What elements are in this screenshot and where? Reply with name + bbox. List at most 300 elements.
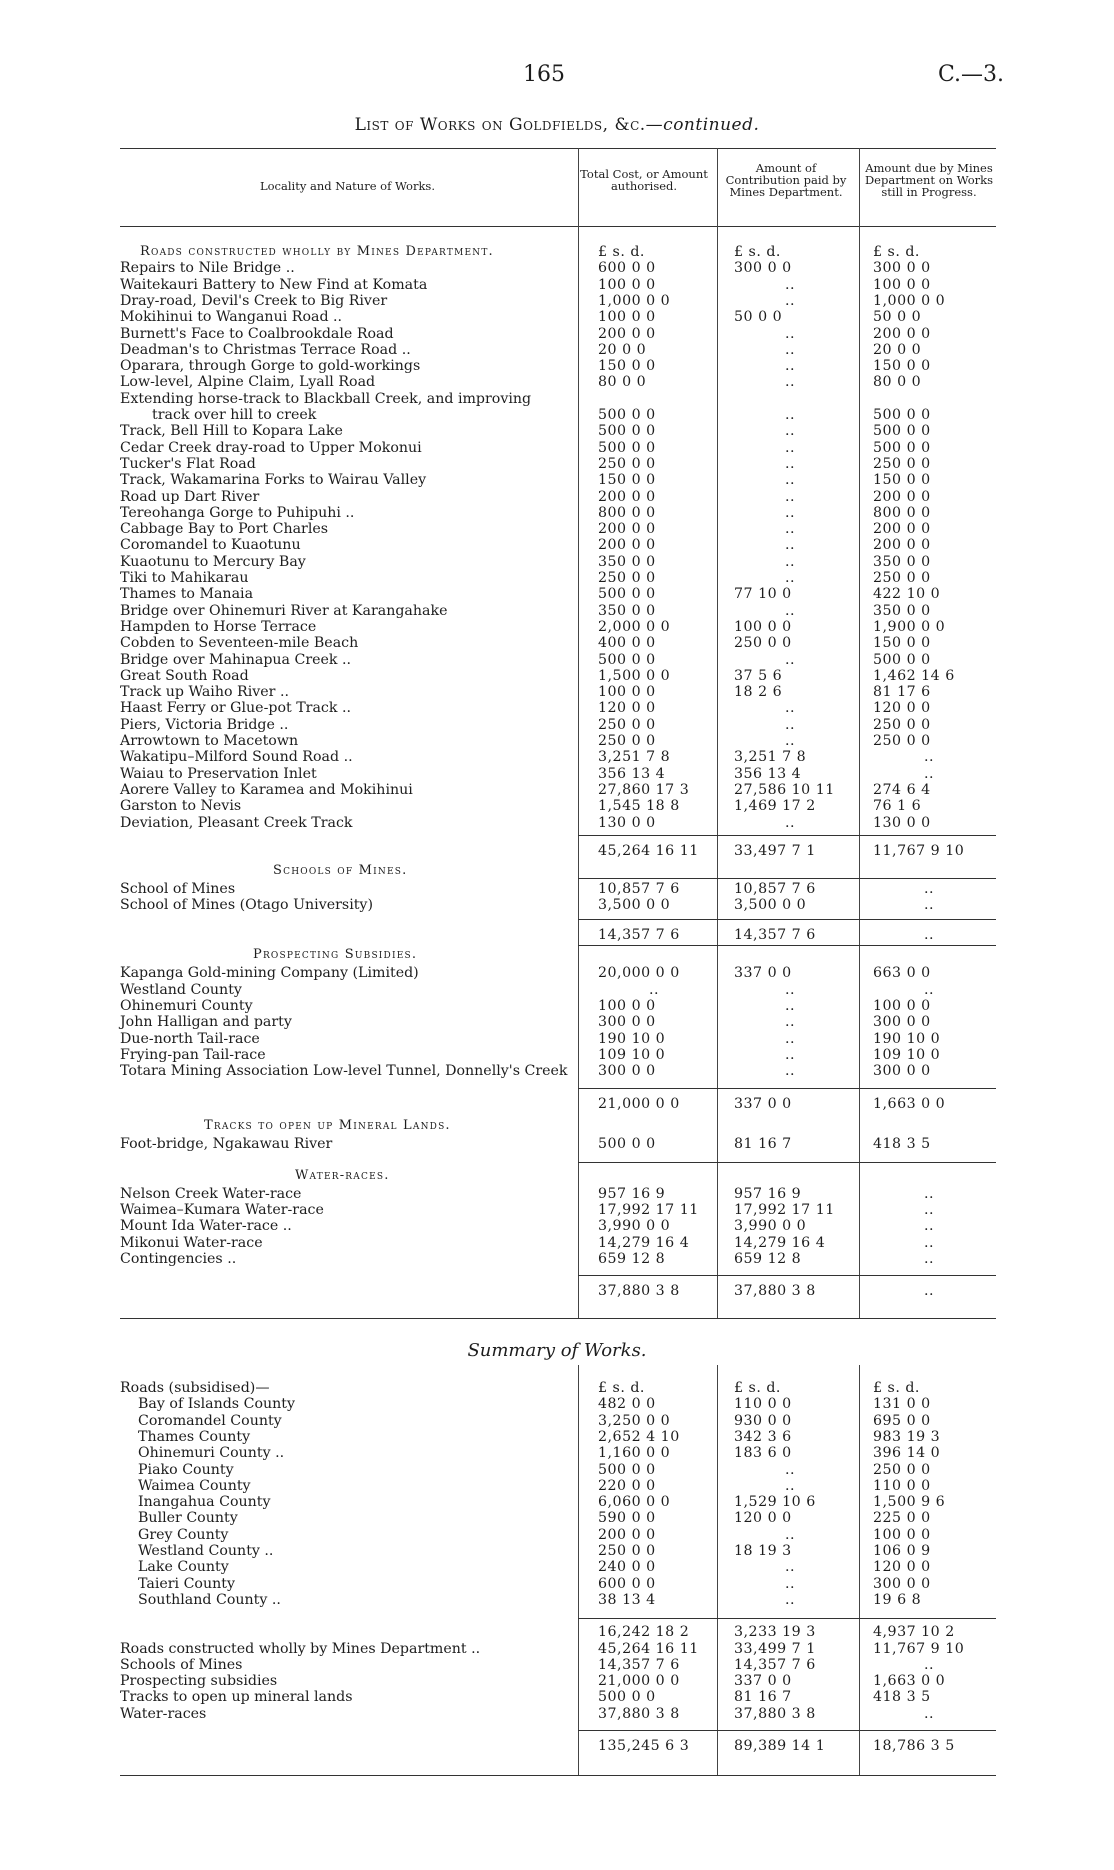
summary-subtotal-rule	[578, 1618, 996, 1619]
total-cost-value: 150 0 0	[598, 472, 656, 489]
total-cost	[590, 1429, 718, 1445]
total-cost	[590, 1413, 718, 1429]
table-row	[120, 668, 996, 684]
contribution-paid-value: ..	[784, 981, 796, 998]
contribution-paid-value: ..	[784, 1559, 796, 1576]
contribution-paid	[722, 1202, 858, 1218]
amount-due	[862, 965, 996, 981]
amount-due	[862, 700, 996, 716]
amount-due-value: 500 0 0	[873, 651, 931, 668]
total-cost-value: 3,500 0 0	[598, 897, 671, 914]
row-label: Cabbage Bay to Port Charles	[120, 521, 329, 538]
amount-due	[862, 1413, 996, 1429]
contribution-paid-value: 50 0 0	[734, 309, 783, 326]
contribution-paid	[722, 1559, 858, 1575]
amount-due-value: ..	[923, 1218, 935, 1235]
contribution-paid	[722, 554, 858, 570]
table-row	[120, 982, 996, 998]
contribution-paid	[722, 309, 858, 325]
row-label: Oparara, through Gorge to gold-workings	[120, 358, 421, 375]
total-cost	[590, 1641, 718, 1657]
total-cost	[590, 1592, 718, 1608]
amount-due-value: 983 19 3	[873, 1428, 941, 1445]
total-cost	[590, 927, 718, 943]
total-cost	[590, 815, 718, 831]
amount-due-value: 100 0 0	[873, 1526, 931, 1543]
amount-due-value: 20 0 0	[873, 341, 922, 358]
header-total-cost: Total Cost, or Amount authorised.	[580, 167, 708, 193]
amount-due-value: 100 0 0	[873, 998, 931, 1014]
row-label: Piers, Victoria Bridge ..	[120, 716, 289, 733]
row-label: Garston to Nevis	[120, 798, 242, 815]
total-cost	[590, 1063, 718, 1079]
row-label: Coromandel to Kuaotunu	[120, 537, 301, 554]
row-label: Due-north Tail-race	[120, 1030, 260, 1047]
row-label: Wakatipu–Milford Sound Road ..	[120, 749, 353, 766]
amount-due-value: ..	[923, 749, 935, 766]
table-row	[120, 342, 996, 358]
contribution-paid	[722, 1063, 858, 1079]
amount-due-value: 19 6 8	[873, 1591, 922, 1608]
top-rule	[120, 148, 996, 149]
total-cost-value: 200 0 0	[598, 488, 656, 505]
total-cost-value: 220 0 0	[598, 1477, 656, 1494]
total-cost	[590, 537, 718, 553]
row-label: Tiki to Mahikarau	[120, 570, 249, 586]
amount-due	[862, 1031, 996, 1047]
contribution-paid-value: 14,279 16 4	[734, 1234, 826, 1251]
total-cost	[590, 1283, 718, 1299]
table-row	[120, 652, 996, 668]
row-label: Thames County	[138, 1428, 251, 1445]
amount-due-value: 800 0 0	[873, 504, 931, 521]
summary-county-row	[120, 1576, 996, 1592]
contribution-paid-value: 120 0 0	[734, 1510, 792, 1527]
summary-county-row	[120, 1445, 996, 1461]
contribution-paid	[722, 700, 858, 716]
amount-due	[862, 521, 996, 537]
amount-due	[862, 342, 996, 358]
row-label: School of Mines	[120, 880, 236, 897]
total-cost-value: 14,279 16 4	[598, 1234, 690, 1251]
amount-due-value: ..	[923, 765, 935, 782]
contribution-paid	[722, 293, 858, 309]
subtotal-rule	[578, 1088, 996, 1089]
table-row	[120, 619, 996, 635]
contribution-paid	[722, 1014, 858, 1030]
contribution-paid-value: ..	[784, 341, 796, 358]
table-row	[120, 309, 996, 325]
table-row	[120, 749, 996, 765]
contribution-paid-value: 930 0 0	[734, 1412, 792, 1429]
contribution-paid-value: ..	[784, 521, 796, 538]
amount-due-value: 106 0 9	[873, 1543, 931, 1559]
amount-due	[862, 407, 996, 423]
amount-due	[862, 1186, 996, 1202]
amount-due	[862, 603, 996, 619]
amount-due-value: 250 0 0	[873, 716, 931, 733]
amount-due	[862, 472, 996, 488]
amount-due-value: 418 3 5	[873, 1689, 931, 1706]
amount-due	[862, 998, 996, 1014]
contribution-paid	[722, 570, 858, 586]
amount-due-value: 110 0 0	[873, 1477, 931, 1494]
total-cost	[590, 766, 718, 782]
total-cost	[590, 1396, 718, 1412]
amount-due	[862, 1657, 996, 1673]
row-label: Frying-pan Tail-race	[120, 1046, 266, 1063]
summary-total-rule	[578, 1730, 996, 1731]
row-label: Nelson Creek Water-race	[120, 1185, 302, 1202]
summary-category-row	[120, 1706, 996, 1722]
section-title-schools: Schools of Mines.	[273, 862, 408, 878]
amount-due	[862, 881, 996, 897]
total-cost-value: 250 0 0	[598, 1543, 656, 1559]
total-cost	[590, 684, 718, 700]
contribution-paid-value: 37,880 3 8	[734, 1705, 816, 1722]
amount-due	[862, 1396, 996, 1412]
total-cost	[590, 1494, 718, 1510]
total-cost	[590, 326, 718, 342]
total-cost	[590, 733, 718, 749]
contribution-paid	[722, 881, 858, 897]
total-cost-value: 250 0 0	[598, 716, 656, 733]
total-cost	[590, 374, 718, 390]
amount-due	[862, 554, 996, 570]
contribution-paid-value: 81 16 7	[734, 1135, 792, 1152]
total-cost	[590, 1235, 718, 1251]
amount-due-value: 250 0 0	[873, 570, 931, 586]
amount-due	[862, 293, 996, 309]
row-label: Deviation, Pleasant Creek Track	[120, 814, 353, 831]
total-cost	[590, 1543, 718, 1559]
total-cost	[590, 391, 718, 407]
contribution-paid-value: 1,529 10 6	[734, 1494, 816, 1511]
amount-due-value: 1,462 14 6	[873, 667, 955, 684]
total-cost-value: 500 0 0	[598, 651, 656, 668]
total-cost	[590, 1624, 718, 1640]
total-cost	[590, 521, 718, 537]
contribution-paid-value: ..	[784, 998, 796, 1014]
contribution-paid-value: ..	[784, 733, 796, 749]
row-label: Road up Dart River	[120, 488, 260, 505]
total-cost-value: 600 0 0	[598, 260, 656, 277]
table-row	[120, 635, 996, 651]
amount-due-value: 396 14 0	[873, 1445, 941, 1462]
table-row	[120, 766, 996, 782]
contribution-paid-value: 81 16 7	[734, 1689, 792, 1706]
total-cost-value: 10,857 7 6	[598, 880, 680, 897]
contribution-paid	[722, 1186, 858, 1202]
amount-due-value: 200 0 0	[873, 488, 931, 505]
total-cost-value: 100 0 0	[598, 276, 656, 293]
total-cost	[590, 407, 718, 423]
row-label: Grey County	[138, 1526, 229, 1543]
row-label: Track, Bell Hill to Kopara Lake	[120, 423, 343, 440]
row-label: Roads constructed wholly by Mines Department ..	[120, 1640, 481, 1657]
total-cost-value: 45,264 16 11	[598, 842, 699, 859]
contribution-paid	[722, 1673, 858, 1689]
total-cost-value: 1,000 0 0	[598, 292, 671, 309]
amount-due	[862, 277, 996, 293]
subtotal-row-water	[120, 1283, 996, 1299]
amount-due-value: 150 0 0	[873, 472, 931, 489]
total-cost-value: 250 0 0	[598, 455, 656, 472]
contribution-paid-value: ..	[784, 1526, 796, 1543]
contribution-paid	[722, 1380, 858, 1396]
total-cost	[590, 668, 718, 684]
total-cost	[590, 456, 718, 472]
total-cost-value: 27,860 17 3	[598, 781, 690, 798]
contribution-paid-value: 356 13 4	[734, 765, 802, 782]
contribution-paid	[722, 1136, 858, 1152]
table-row	[120, 537, 996, 553]
contribution-paid	[722, 391, 858, 407]
contribution-paid	[722, 1235, 858, 1251]
contribution-paid	[722, 1543, 858, 1559]
row-label: Roads (subsidised)—	[120, 1380, 270, 1396]
contribution-paid-value: 89,389 14 1	[734, 1738, 826, 1754]
summary-county-row	[120, 1396, 996, 1412]
summary-county-row	[120, 1592, 996, 1608]
total-cost-value: 200 0 0	[598, 537, 656, 554]
amount-due-value: ..	[923, 981, 935, 998]
amount-due-value: 250 0 0	[873, 455, 931, 472]
row-label: Aorere Valley to Karamea and Mokihinui	[120, 781, 413, 798]
amount-due	[862, 766, 996, 782]
total-cost-value: 135,245 6 3	[598, 1738, 690, 1754]
total-cost-value: 957 16 9	[598, 1185, 666, 1202]
amount-due-value: 422 10 0	[873, 586, 941, 603]
total-cost-value: 400 0 0	[598, 635, 656, 652]
total-cost-value: £ s. d.	[598, 244, 645, 260]
amount-due-value: 500 0 0	[873, 407, 931, 423]
total-cost-value: 3,250 0 0	[598, 1412, 671, 1429]
section-rule	[578, 878, 996, 879]
total-cost	[590, 1186, 718, 1202]
total-cost	[590, 700, 718, 716]
contribution-paid	[722, 1494, 858, 1510]
summary-county-row	[120, 1494, 996, 1510]
amount-due	[862, 1218, 996, 1234]
contribution-paid-value: ..	[784, 504, 796, 521]
table-row	[120, 717, 996, 733]
contribution-paid-value: ..	[784, 1063, 796, 1080]
contribution-paid-value: ..	[784, 1477, 796, 1494]
amount-due	[862, 1380, 996, 1396]
amount-due-value: 350 0 0	[873, 602, 931, 619]
row-label: Piako County	[138, 1461, 234, 1478]
table-row	[120, 798, 996, 814]
total-cost	[590, 1218, 718, 1234]
amount-due-value: 695 0 0	[873, 1412, 931, 1429]
total-cost	[590, 749, 718, 765]
contribution-paid-value: £ s. d.	[734, 244, 781, 260]
row-label: Ohinemuri County ..	[138, 1445, 285, 1462]
contribution-paid-value: ..	[784, 439, 796, 456]
contribution-paid-value: 3,251 7 8	[734, 749, 807, 766]
contribution-paid-value: ..	[784, 716, 796, 733]
table-row	[120, 897, 996, 913]
amount-due-value: 50 0 0	[873, 309, 922, 326]
total-cost	[590, 1673, 718, 1689]
table-row	[120, 1202, 996, 1218]
table-row	[120, 358, 996, 374]
amount-due	[862, 244, 996, 260]
total-cost-value: 20 0 0	[598, 341, 647, 358]
page-number: 165	[523, 62, 565, 87]
amount-due-value: 418 3 5	[873, 1135, 931, 1152]
total-cost-value: 130 0 0	[598, 814, 656, 831]
table-row	[120, 1047, 996, 1063]
section-title-roads: Roads constructed wholly by Mines Department.	[140, 244, 494, 259]
total-cost	[590, 1031, 718, 1047]
contribution-paid-value: ..	[784, 407, 796, 423]
total-cost-value: 150 0 0	[598, 358, 656, 375]
total-cost-value: 356 13 4	[598, 765, 666, 782]
total-cost	[590, 652, 718, 668]
contribution-paid-value: 342 3 6	[734, 1428, 792, 1445]
amount-due	[862, 652, 996, 668]
section-title-tracks: Tracks to open up Mineral Lands.	[204, 1117, 451, 1133]
total-cost-value: 190 10 0	[598, 1030, 666, 1047]
total-cost	[590, 717, 718, 733]
total-cost-value: 300 0 0	[598, 1014, 656, 1031]
amount-due-value: 11,767 9 10	[873, 1640, 965, 1657]
total-cost-value: 2,652 4 10	[598, 1428, 680, 1445]
amount-due	[862, 456, 996, 472]
contribution-paid-value: 10,857 7 6	[734, 880, 816, 897]
amount-due	[862, 1063, 996, 1079]
contribution-paid-value: 77 10 0	[734, 586, 792, 603]
table-row	[120, 1031, 996, 1047]
row-label: track over hill to creek	[152, 407, 317, 423]
row-label: Buller County	[138, 1510, 238, 1527]
amount-due-value: 18,786 3 5	[873, 1738, 955, 1754]
row-label: Waitekauri Battery to New Find at Komata	[120, 276, 428, 293]
row-label: Mokihinui to Wanganui Road ..	[120, 309, 343, 326]
amount-due	[862, 717, 996, 733]
total-cost-value: 500 0 0	[598, 1461, 656, 1478]
contribution-paid-value: ..	[784, 1046, 796, 1063]
contribution-paid-value: 18 19 3	[734, 1543, 792, 1559]
amount-due-value: ..	[923, 1283, 935, 1300]
grand-total-row	[120, 1738, 996, 1754]
header-locality: Locality and Nature of Works.	[260, 179, 435, 193]
table-row	[120, 570, 996, 586]
summary-category-row	[120, 1689, 996, 1705]
contribution-paid-value: 659 12 8	[734, 1251, 802, 1267]
list-title-main: List of Works on Goldfields, &c.	[354, 115, 646, 135]
amount-due	[862, 733, 996, 749]
total-cost-value: 350 0 0	[598, 602, 656, 619]
summary-category-row	[120, 1641, 996, 1657]
contribution-paid-value: ..	[784, 1014, 796, 1031]
total-cost	[590, 798, 718, 814]
table-row	[120, 489, 996, 505]
contribution-paid	[722, 1396, 858, 1412]
total-cost-value: 350 0 0	[598, 553, 656, 570]
amount-due	[862, 982, 996, 998]
total-cost	[590, 472, 718, 488]
contribution-paid	[722, 717, 858, 733]
total-cost	[590, 1251, 718, 1267]
row-label: Low-level, Alpine Claim, Lyall Road	[120, 374, 376, 391]
contribution-paid	[722, 1706, 858, 1722]
contribution-paid-value: 33,497 7 1	[734, 842, 816, 859]
total-cost-value: 100 0 0	[598, 684, 656, 701]
subtotal-row-roads	[120, 843, 996, 859]
amount-due	[862, 815, 996, 831]
units-row	[120, 244, 996, 260]
contribution-paid-value: 100 0 0	[734, 618, 792, 635]
subtotal-rule	[578, 1275, 996, 1276]
total-cost-value: 120 0 0	[598, 700, 656, 717]
row-label: Mount Ida Water-race ..	[120, 1218, 292, 1235]
amount-due-value: ..	[923, 927, 935, 944]
contribution-paid-value: 17,992 17 11	[734, 1202, 835, 1219]
total-cost-value: 20,000 0 0	[598, 965, 680, 982]
table-row	[120, 1136, 996, 1152]
amount-due-value: 300 0 0	[873, 1014, 931, 1031]
contribution-paid	[722, 277, 858, 293]
amount-due-value: £ s. d.	[873, 1380, 920, 1396]
total-cost	[590, 570, 718, 586]
contribution-paid-value: 183 6 0	[734, 1445, 792, 1462]
amount-due-value: 109 10 0	[873, 1046, 941, 1063]
amount-due-value: 1,900 0 0	[873, 618, 946, 635]
section-rule	[578, 1162, 996, 1163]
row-label: Inangahua County	[138, 1494, 271, 1511]
amount-due	[862, 1462, 996, 1478]
amount-due-value: 120 0 0	[873, 700, 931, 717]
table-row	[120, 998, 996, 1014]
total-cost	[590, 1047, 718, 1063]
contribution-paid-value: ..	[784, 651, 796, 668]
total-cost-value: 500 0 0	[598, 423, 656, 440]
total-cost-value: 45,264 16 11	[598, 1640, 699, 1657]
contribution-paid-value: ..	[784, 423, 796, 440]
amount-due-value: 200 0 0	[873, 325, 931, 342]
amount-due	[862, 1494, 996, 1510]
amount-due-value: ..	[923, 880, 935, 897]
table-row	[120, 391, 996, 407]
amount-due-value: 11,767 9 10	[873, 842, 965, 859]
table-row	[120, 700, 996, 716]
total-cost-value: 21,000 0 0	[598, 1095, 680, 1112]
table-row	[120, 1235, 996, 1251]
total-cost-value: 250 0 0	[598, 733, 656, 749]
contribution-paid	[722, 1641, 858, 1657]
row-label: Schools of Mines	[120, 1656, 243, 1673]
amount-due-value: 1,663 0 0	[873, 1673, 946, 1690]
amount-due-value: 274 6 4	[873, 781, 931, 798]
contribution-paid-value: ..	[784, 1461, 796, 1478]
row-label: Southland County ..	[138, 1591, 281, 1608]
contribution-paid-value: ..	[784, 537, 796, 554]
contribution-paid	[722, 1527, 858, 1543]
contribution-paid	[722, 1462, 858, 1478]
contribution-paid-value: 957 16 9	[734, 1185, 802, 1202]
contribution-paid-value: 337 0 0	[734, 1095, 792, 1112]
amount-due-value: 250 0 0	[873, 1461, 931, 1478]
contribution-paid	[722, 1510, 858, 1526]
total-cost-value: 200 0 0	[598, 325, 656, 342]
row-label: Burnett's Face to Coalbrookdale Road	[120, 325, 394, 342]
total-cost	[590, 1576, 718, 1592]
amount-due-value: 350 0 0	[873, 553, 931, 570]
table-row	[120, 423, 996, 439]
